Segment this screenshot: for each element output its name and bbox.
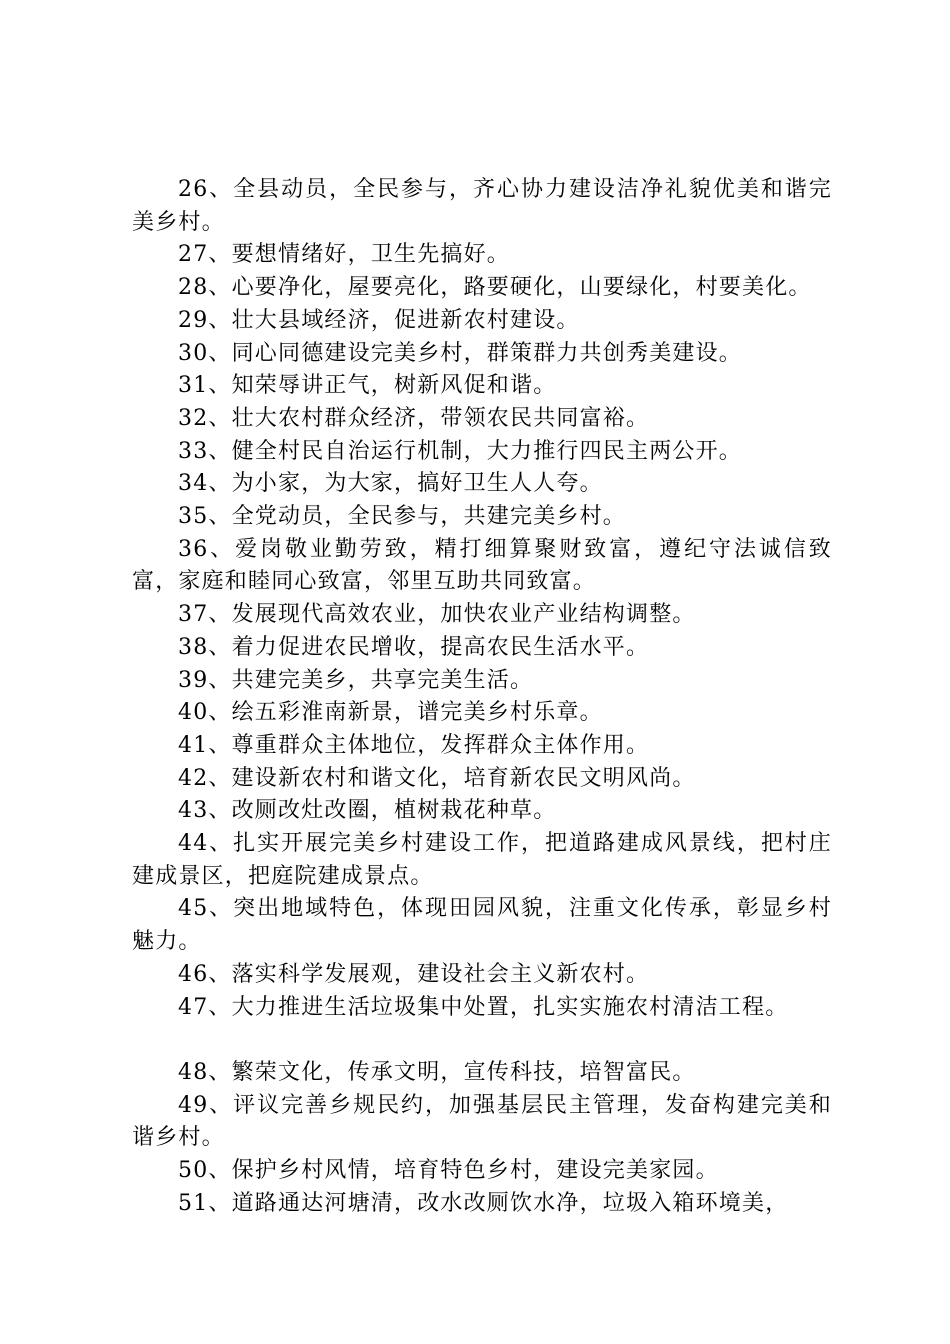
slogan-34: 34、为小家，为大家，搞好卫生人人夸。 xyxy=(178,471,603,497)
slogan-40: 40、绘五彩淮南新景，谱完美乡村乐章。 xyxy=(178,700,603,726)
blank-line xyxy=(132,1024,832,1057)
slogan-37: 37、发展现代高效农业，加快农业产业结构调整。 xyxy=(178,602,696,628)
slogan-39: 39、共建完美乡，共享完美生活。 xyxy=(178,667,534,693)
slogan-28: 28、心要净化，屋要亮化，路要硬化，山要绿化，村要美化。 xyxy=(178,275,812,301)
slogan-46: 46、落实科学发展观，建设社会主义新农村。 xyxy=(178,961,650,987)
slogan-41: 41、尊重群众主体地位，发挥群众主体作用。 xyxy=(178,732,650,758)
slogan-36: 36、爱岗敬业勤劳致，精打细算聚财致富，遵纪守法诚信致富，家庭和睦同心致富，邻里互助共同致富。 xyxy=(132,536,832,595)
slogan-51: 51、道路通达河塘清，改水改厕饮水净，垃圾入箱环境美， xyxy=(178,1190,789,1216)
slogan-42: 42、建设新农村和谐文化，培育新农民文明风尚。 xyxy=(178,765,696,791)
slogan-35: 35、全党动员，全民参与，共建完美乡村。 xyxy=(178,504,626,530)
slogan-45: 45、突出地域特色，体现田园风貌，注重文化传承，彰显乡村魅力。 xyxy=(132,896,832,955)
slogan-48: 48、繁荣文化，传承文明，宣传科技，培智富民。 xyxy=(178,1059,696,1085)
slogan-31: 31、知荣辱讲正气，树新风促和谐。 xyxy=(178,373,557,399)
slogan-29: 29、壮大县域经济，促进新农村建设。 xyxy=(178,307,580,333)
slogan-38: 38、着力促进农民增收，提高农民生活水平。 xyxy=(178,634,650,660)
slogan-47: 47、大力推进生活垃圾集中处置，扎实实施农村清洁工程。 xyxy=(178,994,789,1020)
slogan-50: 50、保护乡村风情，培育特色乡村，建设完美家园。 xyxy=(178,1158,719,1184)
slogan-26: 26、全县动员，全民参与，齐心协力建设洁净礼貌优美和谐完美乡村。 xyxy=(132,177,832,235)
slogan-27: 27、要想情绪好，卫生先搞好。 xyxy=(178,242,510,268)
slogan-43: 43、改厕改灶改圈，植树栽花种草。 xyxy=(178,798,557,824)
document-body xyxy=(132,174,832,1220)
slogan-30: 30、同心同德建设完美乡村，群策群力共创秀美建设。 xyxy=(178,340,742,366)
slogan-32: 32、壮大农村群众经济，带领农民共同富裕。 xyxy=(178,405,650,431)
slogan-44: 44、扎实开展完美乡村建设工作，把道路建成风景线，把村庄建成景区，把庭院建成景点。 xyxy=(132,831,832,889)
slogan-49: 49、评议完善乡规民约，加强基层民主管理，发奋构建完美和谐乡村。 xyxy=(132,1092,832,1151)
slogan-33: 33、健全村民自治运行机制，大力推行四民主两公开。 xyxy=(178,438,742,464)
